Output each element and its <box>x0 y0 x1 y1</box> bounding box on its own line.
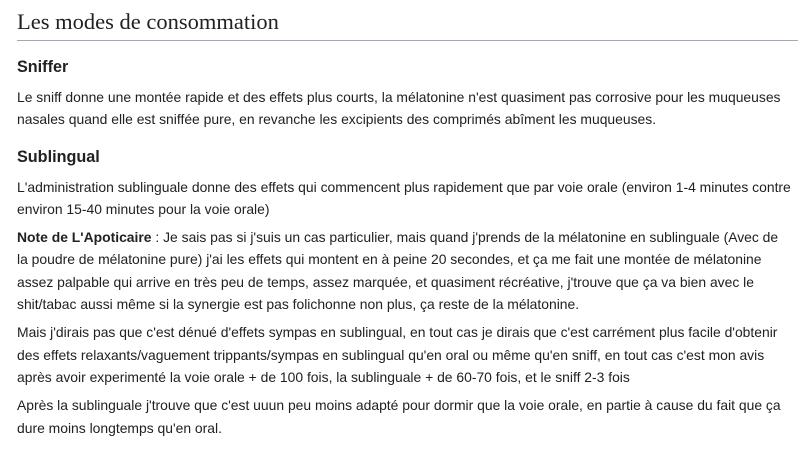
sublingual-heading: Sublingual <box>17 147 100 166</box>
article-content <box>0 8 791 439</box>
note-text: : Je sais pas si j'suis un cas particulier, mais quand j'prends de la mélatonine en sublinguale (Avec de la poudre de mélatonine pure) j'ai les effets qui montent en à peine 20 secondes, et ça me fait une montée de mélatonine assez palpable qui arrive en très peu de temps, assez marquée, et quasiment récréative, j'trouve que ça va bien avec le shit/tabac aussi même si la synergie est pas folichonne non plus, ça reste de la mélatonine. <box>17 229 779 313</box>
apoticaire-note <box>17 226 792 315</box>
sublingual-paragraph-1: L'administration sublinguale donne des effets qui commencent plus rapidement que par voie orale (environ 1-4 minutes contre environ 15-40 minutes pour la voie orale) <box>17 178 791 217</box>
sniffer-heading: Sniffer <box>17 58 69 76</box>
sublingual-paragraph-4: Après la sublinguale j'trouve que c'est uuun peu moins adapté pour dormir que la voie orale, en partie à cause du fait que ça dure moins longtemps qu'en oral. <box>17 397 781 436</box>
sublingual-paragraph-3: Mais j'dirais pas que c'est dénué d'effets sympas en sublingual, en tout cas je dirais que c'est carrément plus facile d'obtenir des effets relaxants/vaguement trippants/sympas en sublingual qu'en oral ou même qu'en sniff, en tout cas c'est mon avis après avoir experimenté la voie orale + de 100 fois, la sublinguale + de 60-70 fois, et le sniff 2-3 fois <box>17 324 778 385</box>
section-title: Les modes de consommation <box>17 8 798 41</box>
note-label: Note de L'Apoticaire <box>17 229 152 246</box>
sniffer-paragraph: Le sniff donne une montée rapide et des effets plus courts, la mélatonine n'est quasiment pas corrosive pour les muqueuses nasales quand elle est sniffée pure, en revanche les excipients des comprimés abîment les muqueuses. <box>17 89 781 128</box>
